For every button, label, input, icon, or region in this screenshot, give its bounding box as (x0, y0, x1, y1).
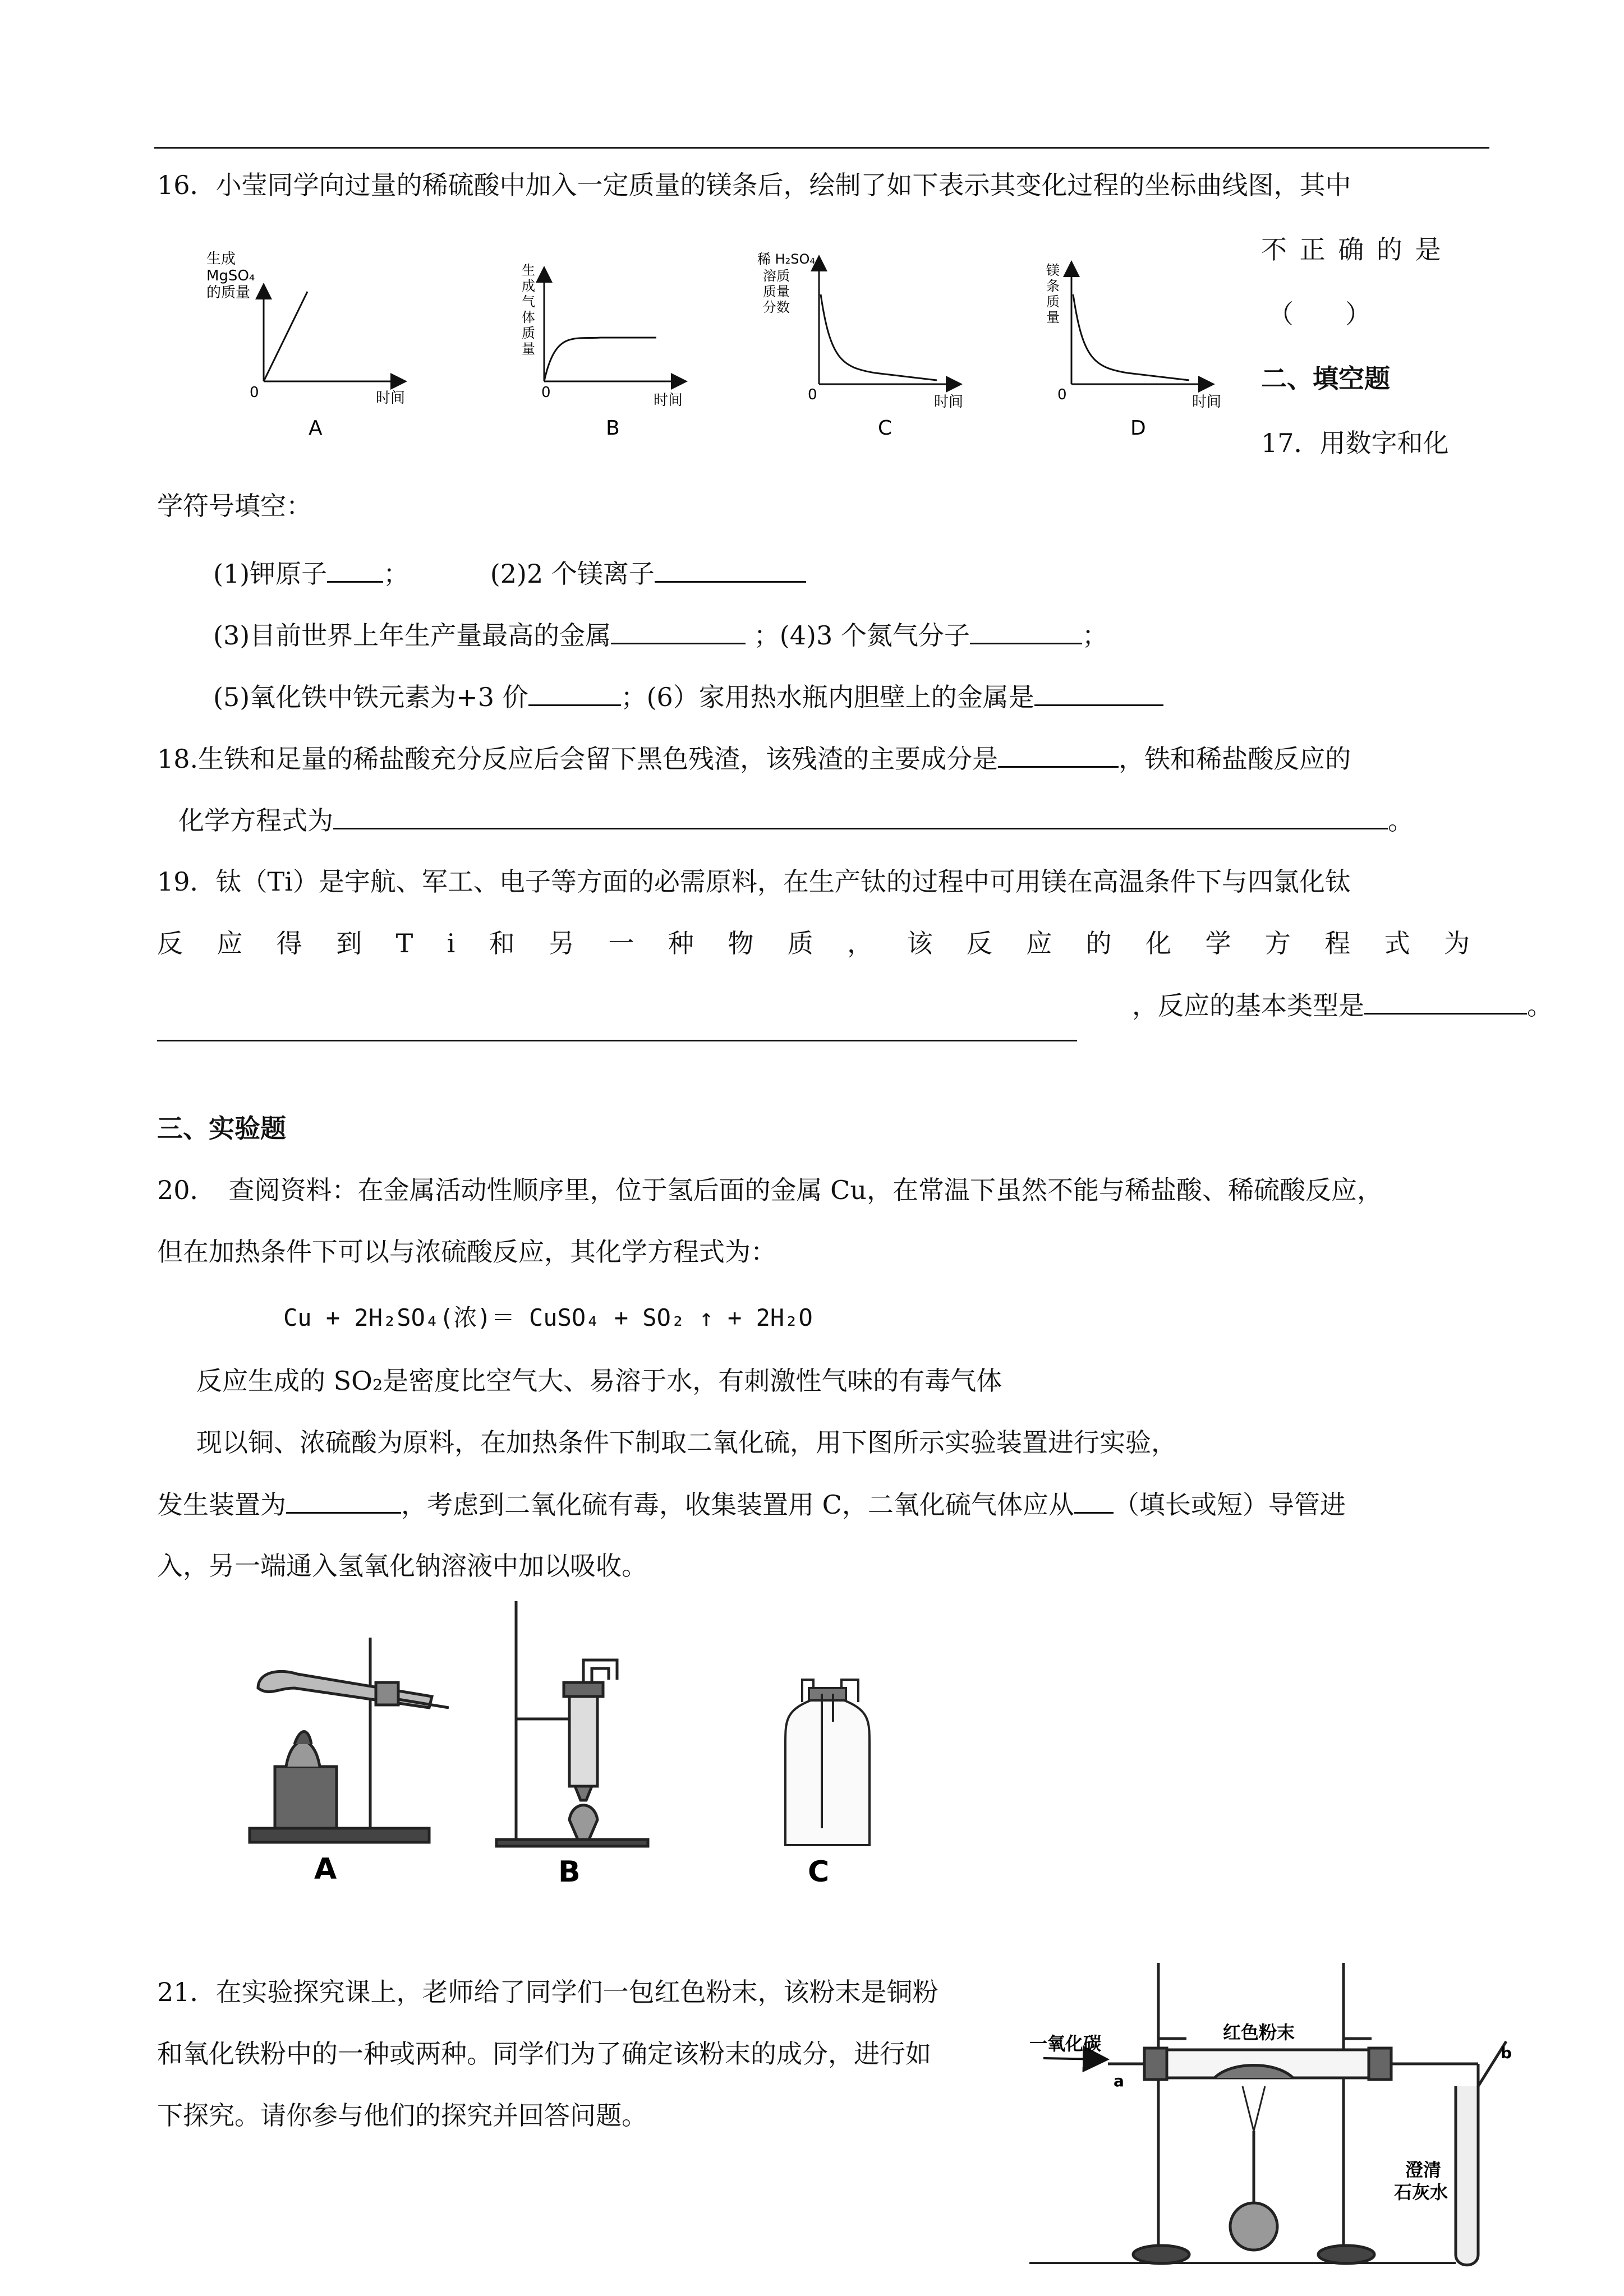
fig-b-label: b (1501, 2044, 1512, 2062)
apparatus-c (785, 1680, 869, 1845)
svg-text:气: 气 (522, 294, 535, 310)
q20-equation: Cu + 2H₂SO₄(浓)＝ CuSO₄ + SO₂ ↑ + 2H₂O (283, 1304, 813, 1331)
graph-a-ylabel-2: MgSO₄ (206, 268, 255, 284)
q21-apparatus-figure (1029, 1940, 1568, 2277)
graph-c-curve (821, 294, 937, 380)
graph-a-xlabel: 时间 (376, 390, 406, 407)
q19-line-3: ，反应的基本类型是 。 (1132, 988, 1553, 1022)
q19-line-2: 反 应 得 到 T i 和 另 一 种 物 质 ， 该 反 应 的 化 学 方 程 式 为 (157, 928, 1470, 958)
blank-top-metal[interactable] (611, 618, 746, 644)
svg-text:生: 生 (522, 262, 535, 278)
svg-text:质: 质 (522, 325, 535, 341)
apparatus-c-label: C (808, 1855, 830, 1889)
svg-text:稀 H₂SO₄: 稀 H₂SO₄ (757, 251, 816, 267)
q19-line-1: 19．钛（Ti）是宇航、军工、电子等方面的必需原料，在生产钛的过程中可用镁在高温条件下与四氯化钛 (157, 866, 1351, 897)
blank-generator[interactable] (286, 1487, 401, 1514)
graph-a-ylabel-1: 生成 (206, 251, 236, 268)
fig-co-label: 一氧化碳 (1029, 2033, 1102, 2054)
blank-reaction-type[interactable] (1364, 988, 1527, 1015)
q21-line-3: 下探究。请你参与他们的探究并回答问题。 (157, 2100, 647, 2131)
graph-a-origin: 0 (250, 384, 259, 401)
blank-nitrogen-molecules[interactable] (970, 618, 1082, 644)
svg-text:镁: 镁 (1046, 262, 1060, 278)
section-2-heading: 二、填空题 (1261, 363, 1390, 394)
q16-graphs (185, 247, 1251, 449)
graph-b-label: B (606, 417, 620, 440)
q20-line-5: 发生装置为 ，考虑到二氧化硫有毒，收集装置用 C，二氧化硫气体应从 （填长或短）导管进 (157, 1487, 1346, 1522)
graph-d-label: D (1130, 417, 1146, 440)
fig-lime-label-2: 石灰水 (1394, 2182, 1448, 2203)
svg-text:质: 质 (1046, 294, 1060, 310)
svg-text:条: 条 (1046, 278, 1060, 294)
blank-tube-choice[interactable] (1074, 1487, 1114, 1514)
blank-ti-equation[interactable] (157, 1015, 1077, 1041)
q17-stem-b: 学符号填空： (157, 491, 312, 521)
q20-line-6: 入，另一端通入氢氧化钠溶液中加以吸收。 (157, 1551, 647, 1581)
q17-line-3: (5)氧化铁中铁元素为+3 价 ；(6）家用热水瓶内胆壁上的金属是 (213, 680, 1163, 714)
svg-text:量: 量 (522, 341, 535, 357)
graph-c-label: C (878, 417, 892, 440)
q20-line-2: 但在加热条件下可以与浓硫酸反应，其化学方程式为： (157, 1237, 776, 1267)
svg-text:量: 量 (1046, 310, 1060, 325)
graph-a-curve (264, 292, 307, 381)
graph-d (1046, 262, 1221, 440)
svg-text:时间: 时间 (654, 392, 683, 409)
blank-iron-hcl-equation[interactable] (333, 803, 1388, 829)
q21-line-1: 21．在实验探究课上，老师给了同学们一包红色粉末，该粉末是铜粉 (157, 1977, 938, 2007)
svg-text:0: 0 (808, 386, 817, 403)
q18-line-1: 18.生铁和足量的稀盐酸充分反应后会留下黑色残渣，该残渣的主要成分是 ，铁和稀盐酸反应的 (157, 741, 1351, 776)
svg-text:时间: 时间 (934, 394, 964, 411)
svg-text:时间: 时间 (1192, 394, 1222, 411)
svg-text:分数: 分数 (763, 299, 790, 315)
fig-lime-label-1: 澄清 (1405, 2159, 1442, 2180)
graph-c (757, 251, 963, 440)
graph-a (206, 251, 405, 440)
graph-a-label: A (309, 417, 323, 440)
svg-text:质量: 质量 (763, 284, 790, 299)
q17-stem-a: 17．用数字和化 (1261, 428, 1449, 458)
q17-line-2: (3)目前世界上年生产量最高的金属 ；(4)3 个氮气分子 ； (213, 618, 1108, 652)
q17-line-1: (1)钾原子 ； (2)2 个镁离子 (213, 556, 806, 591)
blank-magnesium-ions[interactable] (655, 556, 806, 583)
svg-text:溶质: 溶质 (763, 268, 790, 284)
blank-residue[interactable] (998, 741, 1119, 768)
svg-text:成: 成 (522, 278, 535, 294)
blank-potassium-atom[interactable] (327, 556, 383, 583)
q20-line-1: 20． 查阅资料：在金属活动性顺序里，位于氢后面的金属 Cu，在常温下虽然不能与稀盐酸、稀硫酸反应， (157, 1175, 1383, 1205)
graph-b-curve (544, 338, 656, 381)
graph-a-ylabel-3: 的质量 (206, 284, 251, 301)
q20-line-4: 现以铜、浓硫酸为原料，在加热条件下制取二氧化硫，用下图所示实验装置进行实验， (196, 1427, 1177, 1458)
q16-stem: 16．小莹同学向过量的稀硫酸中加入一定质量的镁条后，绘制了如下表示其变化过程的坐标曲线图，其中 (157, 170, 1351, 200)
apparatus-b-label: B (558, 1855, 581, 1889)
svg-text:体: 体 (522, 310, 535, 325)
graph-b (522, 262, 684, 440)
section-3-heading: 三、实验题 (157, 1113, 286, 1144)
apparatus-a-label: A (314, 1852, 337, 1886)
apparatus-a (250, 1638, 449, 1842)
blank-thermos-metal[interactable] (1034, 680, 1163, 706)
q18-line-2: 化学方程式为 。 (178, 803, 1414, 837)
apparatus-b (496, 1601, 648, 1846)
header-rule (154, 147, 1489, 149)
graph-d-curve (1073, 294, 1189, 380)
fig-powder-label: 红色粉末 (1223, 2022, 1295, 2043)
blank-iron-valence[interactable] (528, 680, 621, 706)
svg-text:0: 0 (541, 384, 551, 401)
fig-a-label: a (1114, 2072, 1124, 2090)
q20-apparatus-figure (247, 1598, 920, 1890)
q21-line-2: 和氧化铁粉中的一种或两种。同学们为了确定该粉末的成分，进行如 (157, 2039, 931, 2069)
q20-line-3: 反应生成的 SO₂是密度比空气大、易溶于水，有刺激性气味的有毒气体 (196, 1366, 1002, 1396)
svg-text:0: 0 (1057, 386, 1067, 403)
q16-tail: 不 正 确 的 是 (1261, 234, 1443, 265)
q16-answer-paren: （ ） (1268, 299, 1371, 329)
